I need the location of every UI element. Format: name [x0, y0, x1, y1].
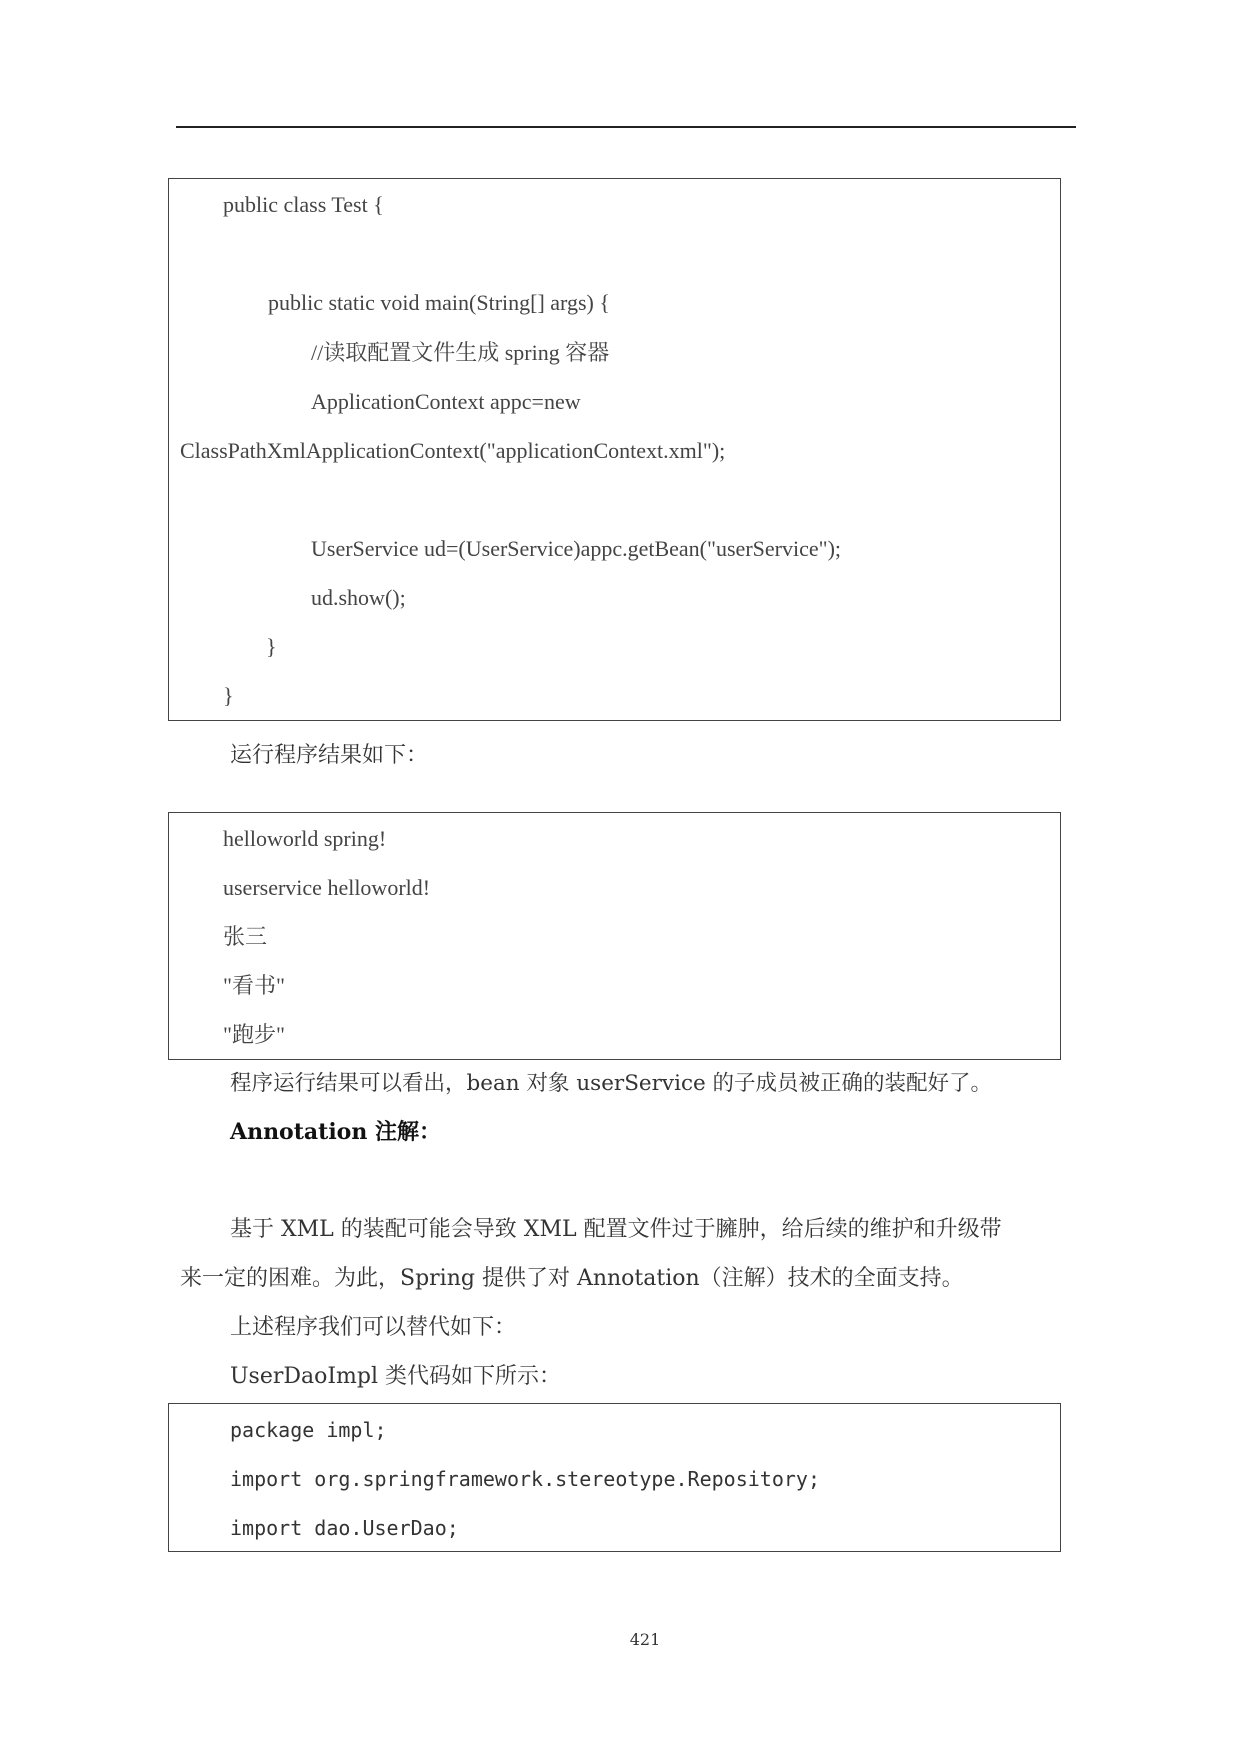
- annotation-paragraph-line2: 来一定的困难。为此，Spring 提供了对 Annotation（注解）技术的全面支持。: [180, 1266, 964, 1291]
- output-line: helloworld spring!: [223, 826, 387, 851]
- code-line: import org.springframework.stereotype.Repository;: [230, 1467, 821, 1491]
- code-line: //读取配置文件生成 spring 容器: [311, 340, 610, 365]
- userdaoimpl-intro: UserDaoImpl 类代码如下所示：: [230, 1364, 562, 1389]
- code-line: UserService ud=(UserService)appc.getBean("userService");: [311, 536, 842, 561]
- code-line: public class Test {: [223, 192, 384, 217]
- output-line: 张三: [223, 924, 268, 949]
- code-line: ApplicationContext appc=new: [311, 389, 581, 414]
- output-line: userservice helloworld!: [223, 875, 431, 900]
- code-line: }: [223, 683, 234, 708]
- code-line: ClassPathXmlApplicationContext("applicationContext.xml");: [180, 438, 726, 463]
- code-line: package impl;: [230, 1418, 387, 1442]
- output-line: "看书": [223, 973, 285, 998]
- code-line: import dao.UserDao;: [230, 1516, 459, 1540]
- run-result-intro: 运行程序结果如下：: [230, 743, 429, 768]
- annotation-heading: Annotation 注解：: [230, 1119, 441, 1145]
- header-rule: [176, 126, 1076, 128]
- annotation-paragraph-line1: 基于 XML 的装配可能会导致 XML 配置文件过于臃肿，给后续的维护和升级带: [230, 1217, 1002, 1242]
- code-line: public static void main(String[] args) {: [268, 290, 610, 315]
- result-conclusion: 程序运行结果可以看出，bean 对象 userService 的子成员被正确的装配好了。: [230, 1071, 993, 1096]
- code-line: }: [266, 634, 277, 659]
- code-line: ud.show();: [311, 585, 406, 610]
- output-line: "跑步": [223, 1022, 285, 1047]
- replace-intro: 上述程序我们可以替代如下：: [230, 1315, 517, 1340]
- page-number: 421: [629, 1630, 661, 1649]
